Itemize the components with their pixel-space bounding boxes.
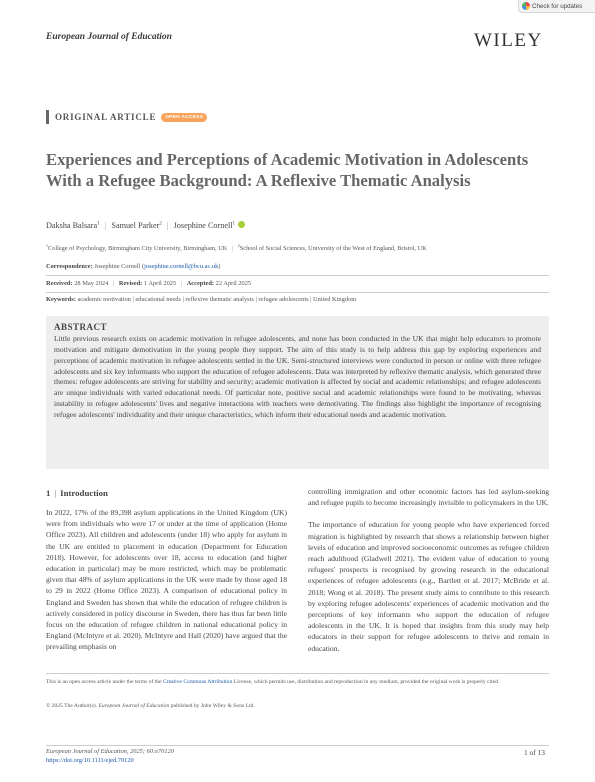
author-affiliation-marker: 1 — [97, 221, 100, 227]
abstract-heading: ABSTRACT — [54, 322, 108, 332]
copyright-suffix: published by John Wiley & Sons Ltd. — [170, 703, 255, 709]
keywords-text: academic motivation | educational needs | reflexive thematic analysis | refugee adolescents | United Kingdom — [77, 296, 357, 303]
check-for-updates-button[interactable] — [518, 0, 595, 13]
article-type-bar — [46, 110, 49, 124]
page-number: 1 of 13 — [524, 748, 545, 757]
author-list — [46, 221, 245, 230]
affiliation-marker: 2 — [237, 243, 240, 248]
journal-name: European Journal of Education — [46, 32, 172, 42]
affiliation-text: School of Social Sciences, University of the West of England, Bristol, UK — [239, 245, 427, 253]
left-column — [46, 507, 287, 664]
accepted-label: Accepted: — [186, 280, 215, 287]
author-name[interactable]: Josephine Cornell — [173, 221, 233, 230]
revised-label: Revised: — [118, 280, 143, 287]
license-suffix: License, which permits use, distribution and reproduction in any medium, provided the original work is properly cited. — [233, 679, 500, 685]
copyright-prefix: © 2025 The Author(s). — [46, 703, 98, 709]
body-paragraph: In 2022, 17% of the 89,398 asylum applications in the United Kingdom (UK) were from individuals who were 17 or under at the time of application (Home Office 2023). All children and adolescents (under 18) who apply for asylum in the UK are entitled to placement in education (Department for Education 2018). However, for adolescents over 18, access to education (and higher education in particular) may be more restricted, which may be problematic given that 48% of asylum applications in the UK were made by those aged 18 to 29 in 2022 (Home Office 2023). A comparison of educational policy in England and Sweden has shown that while the education of refugee children is actively considered in policy discourse in Sweden, there has thus far been little focus on the education of refugee children in national educational policy in England (McIntyre et al. 2020). McIntyre and Hall (2020) have argued that the prevailing emphasis on — [46, 508, 287, 652]
section-heading — [46, 488, 108, 498]
body-paragraph: controlling immigration and other economic factors has led asylum-seeking and refugee pupils to become increasingly invisible to policymakers in the UK. — [308, 487, 549, 508]
section-number: 1 — [46, 488, 51, 498]
revised-date: 1 April 2025 — [143, 280, 177, 287]
affiliations — [46, 243, 427, 252]
correspondence-email-link[interactable]: josephine.cornell@bcu.ac.uk — [144, 263, 219, 270]
author-name[interactable]: Daksha Balsara — [46, 221, 98, 230]
license-prefix: This is an open access article under the terms of the — [46, 679, 162, 685]
license-notice — [46, 678, 549, 687]
article-type-label: ORIGINAL ARTICLE — [55, 112, 157, 122]
correspondence-label: Correspondence: — [46, 263, 93, 270]
section-title: Introduction — [60, 488, 108, 498]
article-dates — [46, 280, 251, 287]
publisher-logo: WILEY — [474, 30, 543, 51]
body-paragraph: The importance of education for young people who have experienced forced migration is highlighted by research that shows a relationship between higher levels of education and improved socioeconomic outcomes as refugee children reach adulthood (Gladwell 2021). The evident value of education to young refugees' prospects is recognised by growing research in the educational experiences of refugee adolescents (e.g., Bartlett et al. 2017; McBride et al. 2018; Wong et al. 2018). The present study aims to contribute to this research by exploring refugee adolescents' experiences of academic motivation and the perceptions of key informants who support the education of refugee adolescents in the UK. It is hoped that insights from this study may help educators in their support for refugee adolescents to thrive and remain in education. — [308, 520, 549, 653]
received-label: Received: — [46, 280, 73, 287]
correspondence: Correspondence: Josephine Cornell (josephine.cornell@bcu.ac.uk) — [46, 263, 221, 270]
abstract-box — [46, 316, 549, 469]
footer-divider — [46, 673, 549, 674]
author-affiliation-marker: 2 — [159, 221, 162, 227]
open-access-badge: OPEN ACCESS — [161, 113, 207, 122]
article-title: Experiences and Perceptions of Academic Motivation in Adolescents With a Refugee Background: A Reflexive Thematic Analysis — [46, 150, 529, 190]
crossmark-icon — [522, 2, 530, 10]
doi-link[interactable]: https://doi.org/10.1111/ejed.70120 — [46, 757, 134, 764]
author-separator: | — [104, 221, 107, 230]
date-separator: | — [180, 280, 183, 287]
copyright-notice — [46, 703, 255, 709]
section-separator: | — [54, 488, 57, 498]
author-name[interactable]: Samuel Parker — [111, 221, 160, 230]
author-affiliation-marker: 1 — [232, 221, 236, 227]
date-separator: | — [112, 280, 115, 287]
check-updates-label: Check for updates — [532, 2, 583, 10]
affiliation-marker: 1 — [46, 243, 48, 248]
copyright-journal: European Journal of Education — [98, 703, 170, 709]
right-column — [308, 486, 549, 665]
received-date: 28 May 2024 — [74, 280, 109, 287]
keywords-label: Keywords: — [46, 296, 76, 303]
abstract-text: Little previous research exists on academic motivation in refugee adolescents, and none has been conducted in the UK that might help educators to promote motivation and mitigate demotivation in the young people they support. The aim of this study is to help address this gap by exploring experiences and perceptions of academic motivation in refugee adolescents settled in the UK. Semi-structured interviews were conducted in person or online with three refugee adolescents and six key informants who support the education of refugee adolescents. Data was interpreted by reflexive thematic analysis, which generated three themes: refugee adolescents are striving for stability and security; academic motivation is affected by social and academic relationships; and refugee adolescents are unique individuals with varied educational needs. Of particular note, positive social and academic relationships were found to be motivating, whereas instability in refugee adolescents' lives and negative interactions with teachers were demotivating. The findings also highlight the importance of recognising refugee adolescents' individuality and their unique characteristics, which inform their educational needs and academic motivation. — [54, 334, 541, 419]
correspondence-name: Josephine Cornell — [94, 263, 141, 270]
author-separator: | — [166, 221, 169, 230]
creative-commons-link[interactable]: Creative Commons Attribution — [162, 679, 233, 685]
keywords — [46, 296, 356, 303]
article-type — [46, 110, 207, 124]
divider — [46, 292, 549, 293]
affiliation-text: College of Psychology, Birmingham City University, Birmingham, UK — [48, 245, 228, 253]
orcid-icon[interactable] — [238, 221, 245, 228]
affiliation-separator: | — [231, 245, 234, 253]
divider — [46, 275, 549, 276]
journal-citation: European Journal of Education, 2025; 60:e70120 — [46, 748, 174, 755]
accepted-date: 22 April 2025 — [215, 280, 252, 287]
footer-divider — [46, 745, 549, 746]
